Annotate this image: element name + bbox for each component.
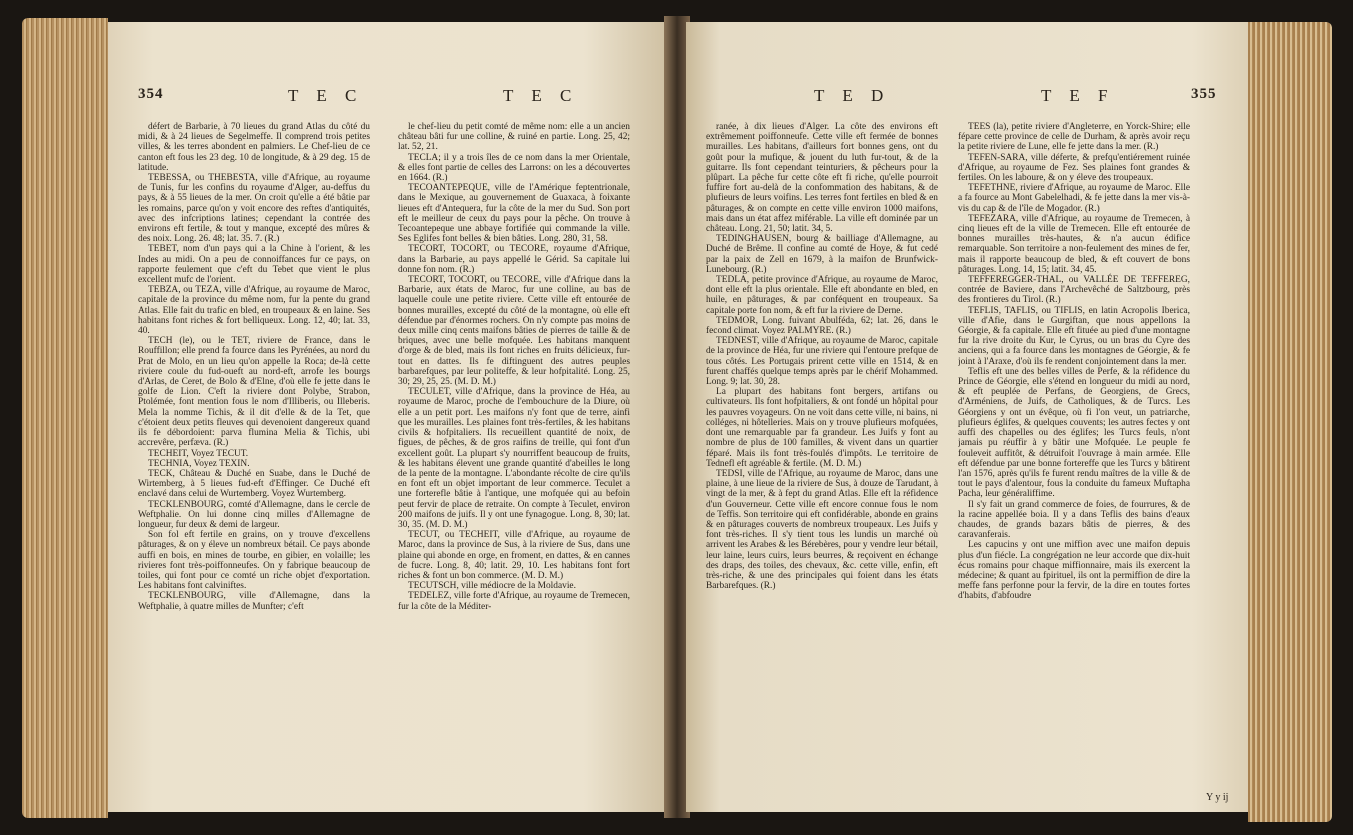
dictionary-entry: TEFLIS, TAFLIS, ou TIFLIS, en latin Acropolis Iberica, ville d'Afie, dans le Gurgiftan, que nous appellons la Géorgie, & fa capitale. Elle eft fituée au pied d'une montagne fur la rive droite du Kur, le Cyrus, ou un bras du Cyre des anciens, qui a fa fource dans les montagnes de Géorgie, & fe joint à l'Araxe, d'où ils fe rendent conjointement dans la mer. [958,305,1190,367]
dictionary-entry: TEFETHNE, riviere d'Afrique, au royaume de Maroc. Elle a fa fource au Mont Gabelelhadi, & fe jette dans la mer vis-à-vis du cap & de l'île de Mogador. (R.) [958,183,1190,214]
page-number: 355 [1191,86,1217,102]
running-headword: T E F [1041,86,1115,105]
right-column-2 [958,122,1190,787]
dictionary-entry: TEDMOR, Long. fuivant Abulféda, 62; lat. 26, dans le fecond climat. Voyez PALMYRE. (R.) [706,315,938,337]
dictionary-entry: TEDNEST, ville d'Afrique, au royaume de Maroc, capitale de la province de Héa, fur une riviere qui l'entoure prefque de tous côtés. Les Portugais prirent cette ville en 1514, & en furent chaffés quelque temps après par le chérif Mohammed. Long. 9; lat. 30, 28. [706,336,938,388]
dictionary-entry: TECORT, TOCORT, ou TECORE, royaume d'Afrique, dans la Barbarie, au pays appellé le Gérid. Sa capitale lui donne fon nom. (R.) [398,244,630,275]
right-page-edges [1248,22,1332,822]
dictionary-entry: TEDINGHAUSEN, bourg & bailliage d'Allemagne, au Duché de Brême. Il confine au comté de Hoye, & fut cedé par la paix de Zell en 1679, à la maifon de Brunfwick-Lunebourg. (R.) [706,234,938,275]
left-page-edges [22,18,108,818]
dictionary-entry: TECORT, TOCORT, ou TECORE, ville d'Afrique dans la Barbarie, aux états de Maroc, fur une colline, au bas de laquelle coule une petite riviere. Cette ville eft entourée de bonnes murailles, excepté du côté de la montagne, où elle eft défendue par d'énormes rochers. On n'y compte pas moins de deux mille cinq cents maifons bâties de pierres de taille & de briques, avec une belle mofquée. Les habitans manquent d'orge & de bled, mais ils font riches en fruits délicieux, fur-tout en dattes. Ils fe diftinguent des autres peuples barbarefques, par leur politeffe, & leur hofpitalité. Long. 25, 30; 29, 25, 25. (M. D. M.) [398,275,630,388]
left-column-1 [138,122,370,802]
dictionary-entry: TEBET, nom d'un pays qui a la Chine à l'orient, & les Indes au midi. On a peu de connoiffances fur ce pays, on rapporte feulement que c'eft du Tebet que vient le plus excellent mufc de l'orient. [138,244,370,286]
dictionary-entry: TÉES (la), petite riviere d'Angleterre, en Yorck-Shire; elle fépare cette province de celle de Durham, & après avoir reçu la petite riviere de Lune, elle fe jette dans la mer. (R.) [958,122,1190,153]
signature-mark: Y y ij [1206,792,1229,803]
dictionary-entry: TEBESSA, ou THEBESTA, ville d'Afrique, au royaume de Tunis, fur les confins du royaume d'Alger, au-deffus du pays, & à 55 lieues de la mer. On croit qu'elle a été bâtie par les romains, parce qu'on y voit encore des reftes d'antiquités, avec des infcriptions latines; cependant la contrée des environs eft fertile, & tout y manque, excepté des mûres & des noix. Long. 26. 48; lat. 35. 7. (R.) [138,173,370,245]
dictionary-entry: TECOANTEPEQUE, ville de l'Amérique feptentrionale, dans le Mexique, au gouvernement de Guaxaca, à foixante lieues eft d'Antequera, fur la côte de la mer du Sud. Son port eft le meilleur de ceux du pays pour la pêche. On trouve à Tecoantepeque une abbaye fortifiée qui commande la ville. Ses Eglifes font belles & bien bâties. Long. 280, 31, 58. [398,183,630,245]
dictionary-entry: TECHEIT, Voyez TECUT. [148,448,249,459]
dictionary-entry: Il s'y fait un grand commerce de foies, de fourrures, & de la racine appellée boia. Il y a dans Teflis des bains d'eaux chaudes, de grands bazars bâtis de pierres, & des caravanferais. [958,499,1190,541]
dictionary-entry: TECK, Château & Duché en Suabe, dans le Duché de Wirtemberg, à 5 lieues fud-eft d'Effinger. Ce Duché eft enclavé dans celui de Wurtemberg. Voyez Wurtemberg. [138,468,370,500]
dictionary-entry: Les capucins y ont une miffion avec une maifon depuis plus d'un fiécle. La congrégation ne leur accorde que dix-huit écus romains pour chaque miffionnaire, mais ils exercent la médecine; & quant au fpirituel, ils ont la permiffion de dire la meffe fans perfonne pour la fervir, de la dire en toutes fortes d'habits, d'abfoudre [958,540,1190,602]
left-page-header [108,86,668,116]
dictionary-entry: ranée, à dix lieues d'Alger. La côte des environs eft extrêmement poiffonneufe. Cette ville eft fermée de bonnes murailles. Les habitans, d'ailleurs fort bonnes gens, ont du goût pour la mufique, & jouent du luth fur-tout, & de la guitarre. Ils font cependant teinturiers, & pêcheurs pour la plûpart. La pêche fur cette côte eft fi riche, qu'elle pourroit fuffire fort au-delà de la confommation des habitans, & de plufieurs de leurs voifins. Les terres font fertiles en bled & en pâturages, & on compte en cette ville environ 1000 maifons, mais dans un état affez miférable. La ville eft dominée par un château. Long. 21, 50; latit. 34, 5. [706,122,938,235]
dictionary-entry: TEDLA, petite province d'Afrique, au royaume de Maroc, dont elle eft la plus orientale. Elle eft abondante en bled, en huile, en pâturages, & par conféquent en troupeaux. Sa capitale porte fon nom, & eft fur la riviere de Derne. [706,275,938,316]
dictionary-entry: TEFEZARA, ville d'Afrique, au royaume de Tremecen, à cinq lieues eft de la ville de Tremecen. Elle eft entourée de bonnes murailles très-hautes, & n'a aucun édifice remarquable. Son territoire a non-feulement des mines de fer, mais il rapporte beaucoup de bled, & eft couvert de bons pâturages. Long. 14, 15; latit. 34, 45. [958,213,1190,275]
dictionary-entry: Teflis eft une des belles villes de Perfe, & la réfidence du Prince de Géorgie, elle s'étend en longueur du midi au nord, & eft peuplée de Perfans, de Georgiens, de Grecs, d'Arméniens, de Juifs, de Catholiques, & de Turcs. Les Géorgiens y ont un évêque, où fi l'on veut, un patriarche, plufieurs églifes, & quelques couvents; les autres fectes y ont auffi des chapelles ou des églifes; les Turcs feuls, n'ont jamais pu réuffir à y bâtir une Mofquée. Le peuple fe fouleveit auffitôt, & détruifoit l'ouvrage à main armée. Elle eft défendue par une bonne fortereffe que les Turcs y bâtirent l'an 1576, après qu'ils fe furent rendu maîtres de la ville & de tout le pays d'alentour, fous la conduite du fameux Muftapha Pacha, leur généraliffime. [958,366,1190,500]
dictionary-entry: TEDELEZ, ville forte d'Afrique, au royaume de Tremecen, fur la côte de la Méditer- [398,591,630,612]
left-column-2 [398,122,630,802]
dictionary-entry: TECLA; il y a trois îles de ce nom dans la mer Orientale, & elles font partie de celles des Larrons: on les a découvertes en 1664. (R.) [398,152,630,184]
dictionary-entry: TEFEN-SARA, ville déferte, & prefqu'entiérement ruinée d'Afrique, au royaume de Fez. Ses plaines font grandes & fertiles. On les laboure, & on y éleve des troupeaux. [958,152,1190,184]
right-column-1 [706,122,938,802]
running-headword: T E C [288,86,364,105]
dictionary-entry: TECHNIA, Voyez TEXIN. [148,458,250,469]
page-number: 354 [138,86,164,102]
dictionary-entry: le chef-lieu du petit comté de même nom: elle a un ancien château bâti fur une colline, & ruiné en partie. Long. 25, 42; lat. 52, 21. [398,122,630,153]
dictionary-entry: TEDSI, ville de l'Afrique, au royaume de Maroc, dans une plaine, à une lieue de la riviere de Sus, à douze de Tarudant, à vingt de la mer, & à fept du grand Atlas. Elle eft la réfidence d'un Gouverneur. Cette ville eft encore connue fous le nom de Teffis. Son territoire qui eft confidérable, abonde en grains & en pâturages couverts de nombreux troupeaux. Les Juifs y font très-riches. Il s'y tient tous les lundis un marché où arrivent les Arabes & les Bérebères, pour y vendre leur bétail, leur laine, leurs cuirs, leurs beurres, & reçoivent en échange des draps, des toiles, des chevaux, &c. cette ville, enfin, eft très-riche, & une des principales qui foient dans les états Barbarefques. (R.) [706,468,938,592]
dictionary-entry: TECKLENBOURG, comté d'Allemagne, dans le cercle de Weftphalie. On lui donne cinq milles d'Allemagne de longueur, fur deux & demi de largeur. [138,499,370,530]
dictionary-entry: Son fol eft fertile en grains, on y trouve d'excellens pâturages, & on y éleve un nombreux bétail. Ce pays abonde auffi en bois, en mines de tourbe, en gibier, en volaille; les rivieres font très-poiffonneufes. On y fabrique beaucoup de toiles, qui font pour ce comté un riche objet d'exportation. Les habitans font calviniftes. [138,530,370,592]
dictionary-entry: TECUT, ou TECHEIT, ville d'Afrique, au royaume de Maroc, dans la province de Sus, à la riviere de Sus, dans une plaine qui abonde en orge, en froment, en dattes, & en cannes de fucre. Long. 8, 40; latit. 29, 10. Les habitans font fort riches & font un bon commerce. (M. D. M.) [398,530,630,581]
dictionary-entry: TECUTSCH, ville médiocre de la Moldavie. [408,581,576,592]
running-headword: T E D [814,86,891,105]
right-page-header [686,86,1248,116]
dictionary-entry: TEBZA, ou TEZA, ville d'Afrique, au royaume de Maroc, capitale de la province du même nom, fur la pente du grand Atlas. Elle fait du trafic en bled, en troupeaux & en laine. Ses habitans font riches & fort belliqueux. Long. 12, 40; lat. 33, 40. [138,285,370,337]
dictionary-entry: TECKLENBOURG, ville d'Allemagne, dans la Weftphalie, à quatre milles de Munfter; c'eft [138,591,370,612]
dictionary-entry: TECULET, ville d'Afrique, dans la province de Héa, au royaume de Maroc, proche de l'embouchure de la Diure, où elle a un petit port. Les maifons n'y font que de terre, ainfi que les murailles. Les plaines font très-fertiles, & les habitans civils & hofpitaliers. Ils recueillent quantité de noix, de figues, de pêches, & de gros raifins de treille, qui font d'un excellent goût. La plupart s'y nourriffent beaucoup de fruits, & les habitans élevent une grande quantité d'abeilles le long de la pente de la montagne. L'abondante récolte de cire qu'ils en font eft un objet important de leur commerce. Teculet a une forterefle bâtie à l'antique, une mofquée qui au befoin peut fervir de place de retraite. On compte à Teculet, environ 200 maifons de juifs. Il y ont une fynagogue. Long. 8, 30; lat. 30, 35. (M. D. M.) [398,387,630,530]
right-page [686,22,1248,812]
dictionary-entry: TEFFEREGGER-THAL, ou VALLÉE DE TEFFEREG, contrée de Baviere, dans l'Archevêché de Saltzbourg, près des frontieres du Tirol. (R.) [958,275,1190,306]
running-headword: T E C [503,86,579,105]
dictionary-entry: La plupart des habitans font bergers, artifans ou cultivateurs. Ils font hofpitaliers, & ont fondé un hôpital pour les pauvres voyageurs. On ne voit dans cette ville, ni bains, ni colléges, ni hôtelleries. Mais on y trouve plufieurs mofquées, dont une remarquable par fa grandeur. Les Juifs y font au nombre de plus de 100 familles, & vivent dans un quartier féparé. Mais ils font très-foulés d'impôts. Le territoire de Tednefl eft agréable & fertile. (M. D. M.) [706,387,938,469]
left-page [108,22,668,812]
dictionary-entry: défert de Barbarie, à 70 lieues du grand Atlas du côté du midi, & à 24 lieues de Segelmeffe. Il comprend trois petites villes, & les terres abondent en palmiers. Le Chef-lieu de ce canton eft fous les 23 deg. 10 de longitude, & à 29 deg. 15 de latitude. [138,122,370,173]
dictionary-entry: TECH (le), ou le TET, riviere de France, dans le Rouffillon; elle prend fa fource dans les Pyrénées, au nord du Prat de Molo, en un lieu qu'on appelle la Roca; de-là cette riviere coule du fud-oueft au nord-eft, arrofe les bourgs d'Arlas, de Ceret, de Bolo & d'Elne, d'où elle fe jette dans le golfe de Lion. C'eft la riviere dont Polybe, Strabon, Ptolémée, font mention fous le nom d'Illiberis, ou Illeberis. Mela la nomme Tichis, & il dit d'elle & de la Tet, que c'étoient deux petits fleuves qui devenoient dangereux quand ils fe débordoient: parva flumina Melia & Tichis, ubi accrevêre, perfæva. (R.) [138,336,370,449]
